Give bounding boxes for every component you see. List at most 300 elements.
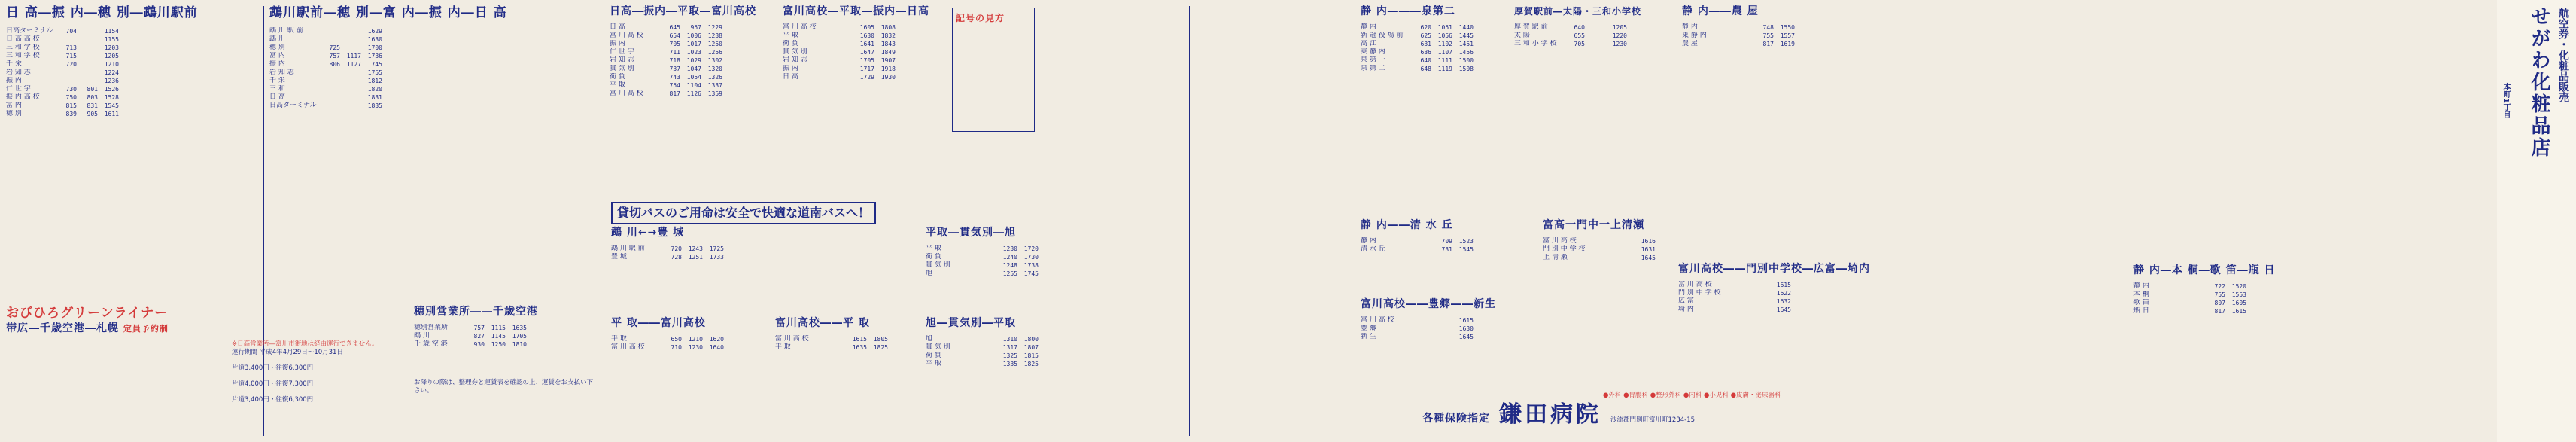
- route-rows: [1678, 281, 1874, 314]
- departure-time: 1635: [852, 344, 867, 351]
- departure-time: 1230: [1002, 245, 1017, 252]
- departure-time: 1117: [346, 53, 361, 59]
- timetable-row: [1678, 289, 1874, 297]
- departure-time: 1520: [2231, 283, 2246, 290]
- departure-time: 1820: [367, 86, 382, 93]
- departure-time: 1317: [1002, 344, 1017, 351]
- departure-time: 1812: [367, 78, 382, 84]
- timetable-row: [926, 270, 1076, 278]
- route-title: 富川高校――門別中学校―広富―埼内: [1678, 263, 1870, 275]
- route-title: 富川高校――平 取: [775, 317, 870, 329]
- departure-time: [1728, 281, 1749, 289]
- departure-time: 803: [87, 94, 98, 101]
- route-block-s13: [1361, 297, 1511, 341]
- legend-title: 記号の見方: [956, 13, 1005, 23]
- departure-time: 1641: [859, 41, 874, 47]
- timetable-row: [269, 77, 601, 85]
- route-block-s4: [783, 5, 948, 81]
- route-title: 富高一門中一上清瀬: [1543, 219, 1644, 231]
- departure-time: 1733: [709, 254, 724, 261]
- departure-time: 1102: [1437, 41, 1452, 47]
- route-title: 平 取――富川高校: [611, 317, 706, 329]
- departure-time: 1635: [512, 325, 527, 331]
- stop-name: 振 内 高 校: [6, 93, 40, 101]
- greenliner-block: [6, 305, 397, 404]
- cosmetics-address: 本町1丁目: [2501, 83, 2510, 118]
- timetable-row: [1361, 245, 1511, 254]
- departure-time: 713: [65, 44, 77, 51]
- departure-time: [975, 270, 996, 278]
- departure-time: 1630: [367, 36, 382, 43]
- departure-time: [1728, 306, 1749, 314]
- timetable-row: [783, 56, 948, 65]
- route-block-s1: [6, 5, 262, 118]
- stop-name: 三 和 小 学 校: [1514, 40, 1557, 47]
- departure-time: 1725: [709, 245, 724, 252]
- departure-time: 711: [669, 49, 680, 56]
- departure-time: [1749, 281, 1770, 289]
- departure-time: [1613, 245, 1635, 254]
- departure-time: [1410, 237, 1431, 245]
- departure-time: 801: [87, 86, 98, 93]
- departure-time: 710: [671, 344, 682, 351]
- departure-time: 1500: [1458, 57, 1474, 64]
- departure-time: 806: [329, 61, 340, 68]
- departure-time: [340, 44, 361, 52]
- timetable-row: [1682, 32, 1832, 40]
- timetable-row: [6, 77, 262, 85]
- departure-time: [2183, 282, 2204, 291]
- departure-time: 1616: [1641, 238, 1656, 245]
- stop-name: 日高ターミナル: [6, 27, 53, 35]
- departure-time: 650: [671, 336, 682, 343]
- departure-time: [340, 102, 361, 110]
- stop-name: 静 内: [2133, 282, 2149, 290]
- timetable-row: [6, 44, 262, 52]
- stop-name: 岩 知 志: [269, 69, 294, 76]
- departure-time: [319, 77, 340, 85]
- greenliner-period: 運行期間 平成4年4月29日～10月31日: [232, 349, 343, 356]
- timetable-row: [926, 352, 1076, 360]
- stop-name: 貫 気 別: [610, 65, 634, 72]
- timetable-row: [783, 48, 948, 56]
- timetable-row: [269, 35, 601, 44]
- timetable-row: [269, 60, 601, 69]
- departure-time: 807: [2214, 300, 2225, 306]
- departure-time: 730: [65, 86, 77, 93]
- departure-time: [2183, 291, 2204, 299]
- stop-name: 岩 知 志: [6, 69, 31, 76]
- departure-time: 755: [2214, 291, 2225, 298]
- departure-time: [1728, 289, 1749, 297]
- timetable-row: [269, 85, 601, 93]
- route-rows: [414, 324, 595, 349]
- stop-name: 仁 世 宇: [610, 48, 634, 56]
- timetable-row: [611, 253, 762, 261]
- stop-name: 埼 内: [1678, 306, 1694, 313]
- departure-time: [340, 77, 361, 85]
- timetable-row: [775, 343, 926, 352]
- timetable-row: [926, 335, 1076, 343]
- route-block-s2: [269, 5, 601, 110]
- stop-name: 穂 別: [6, 110, 22, 117]
- departure-time: 620: [1420, 24, 1431, 31]
- timetable-row: [610, 56, 760, 65]
- departure-time: [1585, 32, 1606, 40]
- departure-time: [832, 56, 853, 65]
- route-rows: [1361, 23, 1511, 73]
- departure-time: [975, 253, 996, 261]
- stop-name: 静 内: [1682, 23, 1698, 31]
- timetable-row: [269, 93, 601, 102]
- route-title: 日高―振内―平取―富川高校: [610, 5, 756, 17]
- timetable-row: [926, 360, 1076, 368]
- departure-time: 1918: [880, 66, 896, 72]
- timetable-row: [1361, 48, 1511, 56]
- departure-time: 1210: [104, 61, 119, 68]
- departure-time: 1359: [707, 90, 722, 97]
- departure-time: [1431, 316, 1452, 325]
- departure-time: [975, 245, 996, 253]
- departure-time: [319, 85, 340, 93]
- departure-time: 625: [1420, 32, 1431, 39]
- timetable-row: [1361, 56, 1511, 65]
- timetable-row: [6, 102, 262, 110]
- departure-time: 743: [669, 74, 680, 81]
- departure-time: 1615: [1776, 282, 1791, 288]
- departure-time: [1732, 32, 1753, 40]
- departure-time: 1526: [104, 86, 119, 93]
- cosmetics-tagline: 航空券・化粧品販売: [2557, 8, 2569, 102]
- departure-time: 1550: [1780, 24, 1795, 31]
- stop-name: 豊 城: [611, 253, 627, 261]
- stop-name: 太 陽: [1514, 32, 1530, 39]
- departure-time: [1728, 297, 1749, 306]
- stop-name: 富 川 高 校: [610, 32, 643, 39]
- departure-time: 1545: [1458, 246, 1474, 253]
- timetable-row: [1543, 237, 1693, 245]
- route-rows: [926, 245, 1076, 278]
- stop-name: 穂別営業所: [414, 324, 449, 331]
- timetable-row: [611, 343, 762, 352]
- route-block-s16: [611, 226, 762, 261]
- stop-name: 上 清 瀬: [1543, 254, 1568, 261]
- timetable-row: [2133, 291, 2299, 299]
- departure-time: 648: [1420, 66, 1431, 72]
- departure-time: 640: [1420, 57, 1431, 64]
- timetable-row: [269, 27, 601, 35]
- departure-time: 1523: [1458, 238, 1474, 245]
- departure-time: 1640: [709, 344, 724, 351]
- route-rows: [2133, 282, 2299, 315]
- stop-name: 貫 気 別: [926, 343, 950, 351]
- departure-time: 1647: [859, 49, 874, 56]
- departure-time: [340, 27, 361, 35]
- stop-name: 日 高: [269, 93, 285, 101]
- departure-time: 1810: [512, 341, 527, 348]
- greenliner-fare-3: 片道3,400円・往復6,300円: [232, 396, 314, 404]
- route-title: 静 内――清 水 丘: [1361, 219, 1453, 231]
- departure-time: 1843: [880, 41, 896, 47]
- route-title: 日 高―振 内―穂 別―鵡川駅前: [6, 5, 198, 20]
- timetable-row: [414, 332, 595, 340]
- stop-name: 富 川 高 校: [611, 343, 645, 351]
- departure-time: 1145: [491, 333, 506, 340]
- departure-time: 1451: [1458, 41, 1474, 47]
- stop-name: 門 別 中 学 校: [1543, 245, 1586, 253]
- stop-name: 鵡 川 駅 前: [269, 27, 303, 35]
- timetable-row: [610, 40, 760, 48]
- stop-name: 平 取: [611, 335, 627, 343]
- route-block-s15: [926, 316, 1076, 368]
- departure-time: [975, 352, 996, 360]
- departure-time: 750: [65, 94, 77, 101]
- departure-time: 1111: [1437, 57, 1452, 64]
- departure-time: 1605: [2231, 300, 2246, 306]
- timetable-row: [1514, 23, 1665, 32]
- departure-time: 645: [669, 24, 680, 31]
- departure-time: 757: [473, 325, 485, 331]
- departure-time: [1749, 306, 1770, 314]
- timetable-row: [1682, 40, 1832, 48]
- route-rows: [1543, 237, 1693, 262]
- departure-time: [1592, 254, 1613, 262]
- departure-time: 1745: [367, 61, 382, 68]
- departure-time: 1807: [1023, 344, 1039, 351]
- cosmetics-ad: [2497, 0, 2576, 442]
- timetable-row: [1361, 32, 1511, 40]
- departure-time: 731: [1441, 246, 1452, 253]
- departure-time: 1236: [104, 78, 119, 84]
- stop-name: 旭: [926, 335, 933, 343]
- stop-name: 千 歳 空 港: [414, 340, 448, 348]
- departure-time: 1456: [1458, 49, 1474, 56]
- departure-time: 737: [669, 66, 680, 72]
- route-block-s10: [1361, 218, 1511, 254]
- departure-time: [1749, 289, 1770, 297]
- departure-time: 1615: [852, 336, 867, 343]
- departure-time: [832, 23, 853, 32]
- departure-time: [1585, 23, 1606, 32]
- stop-name: 鵡 川: [269, 35, 285, 43]
- departure-time: 1051: [1437, 24, 1452, 31]
- stop-name: 鵡 川 駅 前: [611, 245, 645, 252]
- departure-time: 1006: [686, 32, 701, 39]
- timetable-row: [611, 245, 762, 253]
- timetable-row: [783, 73, 948, 81]
- departure-time: 1745: [1023, 270, 1039, 277]
- stop-name: 荷 負: [610, 73, 625, 81]
- departure-time: 1755: [367, 69, 382, 76]
- greenliner-title: おびひろグリーンライナー: [6, 306, 169, 321]
- timetable-row: [414, 340, 595, 349]
- hospital-departments: ●外科 ●胃腸科 ●整形外科 ●内科 ●小児科 ●皮膚・泌尿器科: [1603, 392, 1781, 399]
- greenliner-reserve: 定員予約制: [123, 324, 169, 334]
- departure-time: 1800: [1023, 336, 1039, 343]
- stop-name: 富 内: [269, 52, 285, 59]
- departure-time: [56, 35, 77, 44]
- stop-name: 荷 負: [926, 352, 941, 359]
- timetable-row: [1361, 65, 1511, 73]
- departure-time: 1337: [707, 82, 722, 89]
- timetable-row: [610, 81, 760, 90]
- stop-name: 富 川 高 校: [1543, 237, 1577, 245]
- departure-time: 1808: [880, 24, 896, 31]
- stop-name: 振 内: [783, 65, 798, 72]
- departure-time: [340, 93, 361, 102]
- departure-time: 1835: [367, 102, 382, 109]
- stop-name: 振 内: [269, 60, 285, 68]
- stop-name: 平 取: [926, 245, 941, 252]
- departure-time: 839: [65, 111, 77, 117]
- stop-name: 岩 知 志: [610, 56, 634, 64]
- stop-name: 歌 笛: [2133, 299, 2149, 306]
- stop-name: 泉 第 二: [1361, 65, 1385, 72]
- stop-name: 静 内: [1361, 23, 1376, 31]
- stop-name: 静 内: [1361, 237, 1376, 245]
- departure-time: 1738: [1023, 262, 1039, 269]
- timetable-row: [1361, 237, 1511, 245]
- departure-time: 1310: [1002, 336, 1017, 343]
- stop-name: 日 高 高 校: [6, 35, 40, 43]
- route-title: 富川高校―平取―振内―日高: [783, 5, 929, 17]
- stop-name: 荷 負: [926, 253, 941, 261]
- departure-time: 1240: [1002, 254, 1017, 261]
- stop-name: 本 桐: [2133, 291, 2149, 298]
- timetable-row: [1678, 306, 1874, 314]
- timetable-row: [269, 69, 601, 77]
- departure-time: 1250: [491, 341, 506, 348]
- route-block-s18: [611, 316, 762, 352]
- stop-name: 平 取: [783, 32, 798, 39]
- departure-time: 831: [87, 102, 98, 109]
- route-rows: [611, 245, 762, 261]
- divider: [1189, 6, 1190, 436]
- departure-time: 1230: [1612, 41, 1627, 47]
- stop-name: 三 和 学 校: [6, 52, 40, 59]
- departure-time: [1732, 40, 1753, 48]
- route-rows: [1514, 23, 1665, 48]
- departure-time: 1630: [859, 32, 874, 39]
- departure-time: 754: [669, 82, 680, 89]
- departure-time: 1622: [1776, 290, 1791, 297]
- departure-time: 1508: [1458, 66, 1474, 72]
- stop-name: 貫 気 別: [783, 48, 807, 56]
- departure-time: 1645: [1458, 334, 1474, 340]
- stop-name: 農 屋: [1682, 40, 1698, 47]
- departure-time: 1023: [686, 49, 701, 56]
- departure-time: 1729: [859, 74, 874, 81]
- route-rows: [611, 335, 762, 352]
- departure-time: 1115: [491, 325, 506, 331]
- departure-time: 1805: [873, 336, 888, 343]
- departure-time: [77, 52, 98, 60]
- departure-time: 1335: [1002, 361, 1017, 367]
- stop-name: 岩 知 志: [783, 56, 807, 64]
- departure-time: [832, 40, 853, 48]
- departure-time: 1256: [707, 49, 722, 56]
- departure-time: 1243: [688, 245, 703, 252]
- stop-name: 富 川 高 校: [783, 23, 817, 31]
- route-title: 旭―貫気別―平取: [926, 317, 1016, 329]
- departure-time: [1410, 325, 1431, 333]
- departure-time: 1705: [859, 57, 874, 64]
- departure-time: 1730: [1023, 254, 1039, 261]
- departure-time: [1592, 237, 1613, 245]
- timetable-row: [610, 23, 760, 32]
- departure-time: 817: [1762, 41, 1774, 47]
- departure-time: 1126: [686, 90, 701, 97]
- departure-time: 1631: [1641, 246, 1656, 253]
- departure-time: 1645: [1641, 255, 1656, 261]
- stop-name: 門 別 中 学 校: [1678, 289, 1721, 297]
- stop-name: 平 取: [610, 81, 625, 89]
- departure-time: [975, 335, 996, 343]
- timetable-row: [775, 335, 926, 343]
- departure-time: [1613, 254, 1635, 262]
- timetable-row: [610, 48, 760, 56]
- stop-name: 三 和: [269, 85, 285, 93]
- departure-time: 704: [65, 28, 77, 35]
- timetable-row: [6, 93, 262, 102]
- departure-time: 957: [690, 24, 701, 31]
- timetable-row: [6, 85, 262, 93]
- departure-time: [1749, 297, 1770, 306]
- timetable-row: [1361, 325, 1511, 333]
- departure-time: [77, 69, 98, 77]
- stop-name: 広 富: [1678, 297, 1694, 305]
- departure-time: 1605: [859, 24, 874, 31]
- departure-time: 1205: [1612, 24, 1627, 31]
- departure-time: [319, 102, 340, 110]
- route-block-s14: [926, 226, 1076, 278]
- stop-name: 新 生: [1361, 333, 1376, 340]
- departure-time: [825, 343, 846, 352]
- cosmetics-company: せがわ化粧品店: [2528, 6, 2550, 159]
- departure-time: 705: [669, 41, 680, 47]
- timetable-row: [1543, 254, 1693, 262]
- departure-time: 1224: [104, 69, 119, 76]
- timetable-row: [783, 32, 948, 40]
- stop-name: 東 静 内: [1682, 32, 1707, 39]
- departure-time: 1615: [1458, 317, 1474, 324]
- route-block-s3: [610, 5, 760, 98]
- departure-time: 1832: [880, 32, 896, 39]
- timetable-row: [269, 44, 601, 52]
- timetable-row: [1514, 32, 1665, 40]
- departure-time: [77, 60, 98, 69]
- departure-time: 636: [1420, 49, 1431, 56]
- timetable-row: [926, 343, 1076, 352]
- departure-time: 1238: [707, 32, 722, 39]
- departure-time: [1732, 23, 1753, 32]
- route-title: 鵡 川←→豊 城: [611, 227, 685, 239]
- route-block-s9: [2133, 264, 2299, 315]
- hospital-lead: 各種保険指定: [1422, 413, 1490, 425]
- timetable-row: [1678, 281, 1874, 289]
- departure-time: 1930: [880, 74, 896, 81]
- departure-time: 720: [65, 61, 77, 68]
- route-rows: [783, 23, 948, 81]
- route-block-s7: [1514, 5, 1665, 48]
- departure-time: [975, 343, 996, 352]
- departure-time: 640: [1574, 24, 1585, 31]
- stop-name: 仁 世 宇: [6, 85, 31, 93]
- departure-time: 1619: [1780, 41, 1795, 47]
- departure-time: 1210: [688, 336, 703, 343]
- route-block-s12: [1678, 262, 1874, 314]
- departure-time: 905: [87, 111, 98, 117]
